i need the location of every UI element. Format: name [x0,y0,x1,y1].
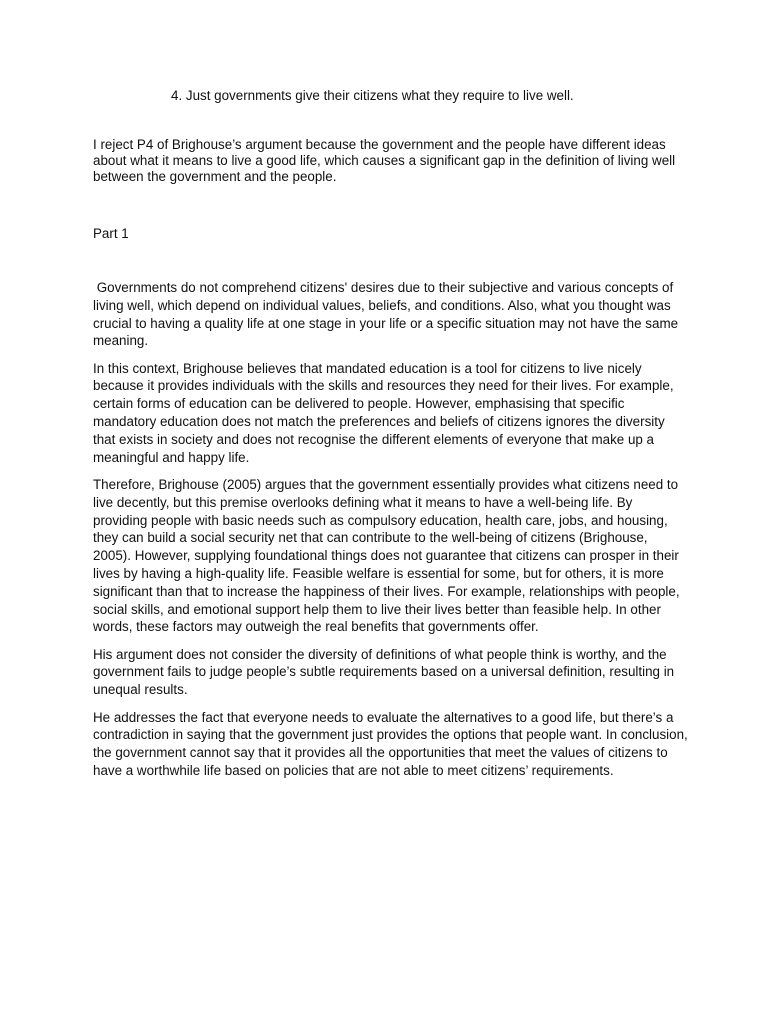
thesis-paragraph: I reject P4 of Brighouse’s argument because the government and the people have different ideas about what it means to live a good life, which causes a significant gap in the definition of living well between the government and the people. [93,137,676,184]
premise-heading: 4. Just governments give their citizens what they require to live well. [171,88,574,103]
body-paragraph-5: He addresses the fact that everyone needs to evaluate the alternatives to a good life, but there’s a contradiction in saying that the government just provides the options that people want. In conclusion, the government cannot say that it provides all the opportunities that meet the values of citizens to have a worthwhile life based on policies that are not able to meet citizens’ requirements. [93,709,688,778]
body-text [93,279,689,789]
body-paragraph-3: Therefore, Brighouse (2005) argues that the government essentially provides what citizens need to live decently, but this premise overlooks defining what it means to have a well-being life. By providing people with basic needs such as compulsory education, health care, jobs, and housing, they can build a social security net that can contribute to the well-being of citizens (Brighouse, 2005). However, supplying foundational things does not guarantee that citizens can prosper in their lives by having a high-quality life. Feasible welfare is essential for some, but for others, it is more significant than that to increase the happiness of their lives. For example, relationships with people, social skills, and emotional support help them to live their lives better than feasible help. In other words, these factors may outweigh the real benefits that governments offer. [93,476,680,635]
body-paragraph-2: In this context, Brighouse believes that mandated education is a tool for citizens to live nicely because it provides individuals with the skills and resources they need for their lives. For example, certain forms of education can be delivered to people. However, emphasising that specific mandatory education does not match the preferences and beliefs of citizens ignores the diversity that exists in society and does not recognise the different elements of everyone that make up a meaningful and happy life. [93,360,674,465]
body-paragraph-1: Governments do not comprehend citizens' desires due to their subjective and various concepts of living well, which depend on individual values, beliefs, and conditions. Also, what you thought was crucial to having a quality life at one stage in your life or a specific situation may not have the same meaning. [93,280,682,349]
part-heading: Part 1 [93,226,129,241]
body-paragraph-4: His argument does not consider the diversity of definitions of what people think is worthy, and the government fails to judge people’s subtle requirements based on a universal definition, resulting in unequal results. [93,646,675,698]
